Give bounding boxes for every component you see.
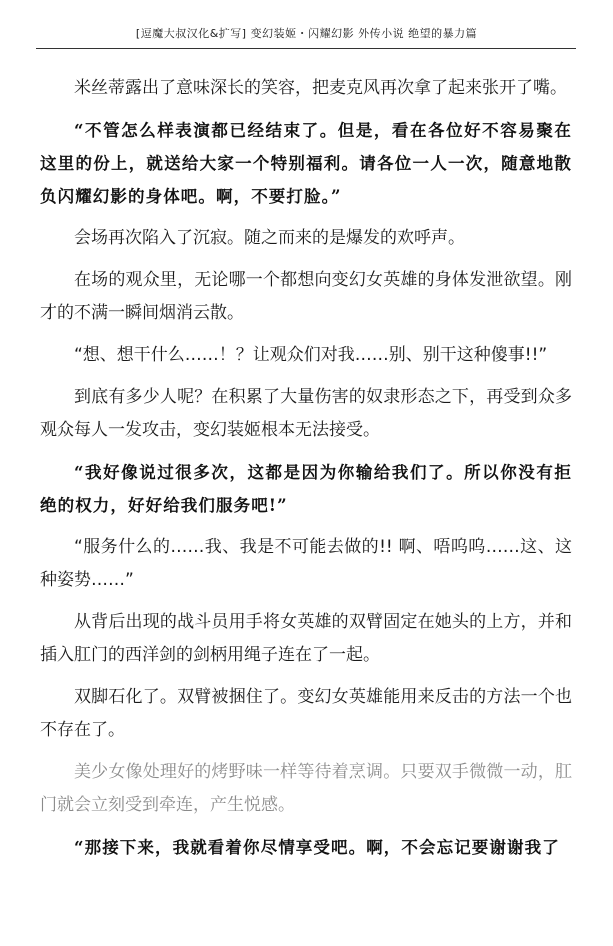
paragraph: 从背后出现的战斗员用手将女英雄的双臂固定在她头的上方，并和插入肛门的西洋剑的剑柄用绳子连在了一起。	[40, 612, 572, 665]
paragraph: 双脚石化了。双臂被捆住了。变幻女英雄能用来反击的方法一个也不存在了。	[40, 687, 572, 740]
header-divider	[36, 48, 576, 49]
paragraph: 在场的观众里，无论哪一个都想向变幻女英雄的身体发泄欲望。刚才的不满一瞬间烟消云散。	[40, 270, 572, 323]
paragraph: 会场再次陷入了沉寂。随之而来的是爆发的欢呼声。	[74, 228, 465, 248]
paragraph: 米丝蒂露出了意味深长的笑容，把麦克风再次拿了起来张开了嘴。	[74, 78, 567, 98]
paragraph: 到底有多少人呢？在积累了大量伤害的奴隶形态之下，再受到众多观众每人一发攻击，变幻装姬根本无法接受。	[40, 387, 572, 440]
paragraph-dialog: “服务什么的……我、我是不可能去做的!! 啊、唔呜呜……这、这种姿势……”	[40, 537, 572, 590]
paragraph-dialog: “不管怎么样表演都已经结束了。但是，看在各位好不容易聚在这里的份上，就送给大家一个特别福利。请各位一人一次，随意地散负闪耀幻影的身体吧。啊，不要打脸。”	[40, 121, 572, 206]
paragraph-dialog: “想、想干什么……！？让观众们对我……别、别干这种傻事!!”	[74, 345, 548, 365]
page-header-title: [逗魔大叔汉化&扩写] 变幻装姬・闪耀幻影 外传小说 绝望的暴力篇	[135, 27, 478, 40]
paragraph-dialog: “那接下来，我就看着你尽情享受吧。啊，不会忘记要谢谢我了	[74, 838, 560, 857]
page-header	[0, 0, 613, 48]
paragraph-gray: 美少女像处理好的烤野味一样等待着烹调。只要双手微微一动，肛门就会立刻受到牵连，产生悦感。	[40, 762, 572, 815]
paragraph-dialog: “我好像说过很多次，这都是因为你输给我们了。所以你没有拒绝的权力，好好给我们服务吧!”	[40, 463, 572, 515]
document-body	[40, 72, 572, 873]
